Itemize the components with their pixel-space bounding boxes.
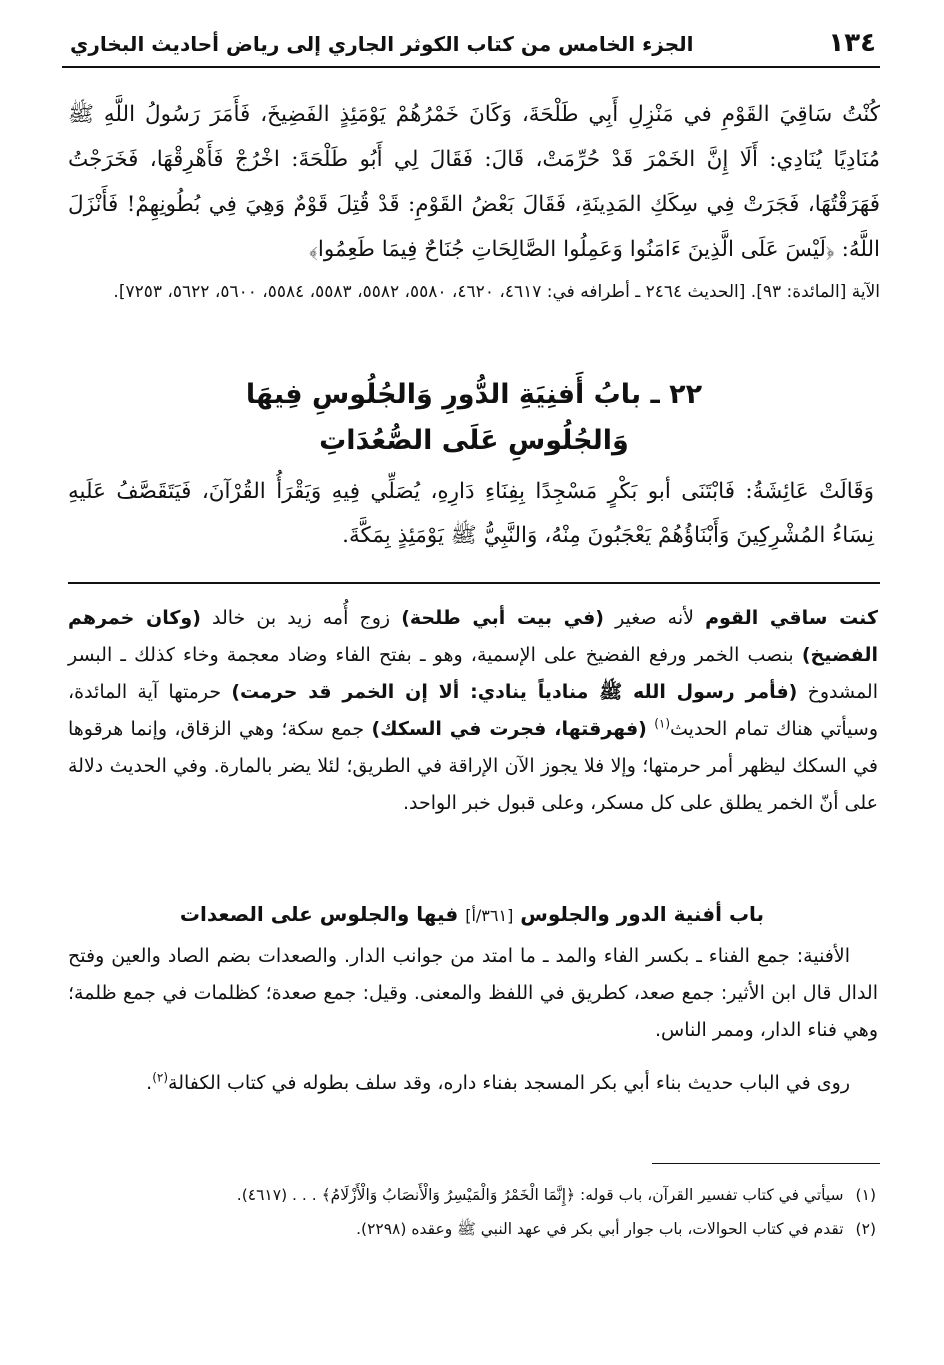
commentary-paragraph-3 (68, 1065, 878, 1102)
hadith-text: كُنْتُ سَاقِيَ القَوْمِ في مَنْزِلِ أَبِي طَلْحَةَ، وَكَانَ خَمْرُهُمْ يَوْمَئِذٍ الفَضِيخَ، فَأَمَرَ رَسُولُ اللَّهِ ﷺ مُنَادِيًا يُنَادِي: أَلَا إِنَّ الخَمْرَ قَدْ حُرِّمَتْ، قَالَ: فَقَالَ لِي أَبُو طَلْحَةَ: اخْرُجْ فَأَهْرِقْهَا، فَخَرَجْتُ فَهَرَقْتُهَا، فَجَرَتْ فِي سِكَكِ المَدِينَةِ، فَقَالَ بَعْضُ القَوْمِ: قَدْ قُتِلَ قَوْمٌ وَهِيَ فِي بُطُونِهِمْ! فَأَنْزَلَ اللَّهُ: ﴿لَيْسَ عَلَى الَّذِينَ ءَامَنُوا وَعَمِلُوا الصَّالِحَاتِ جُنَاحٌ فِيمَا طَعِمُوا﴾ (68, 102, 880, 262)
footnote-text: سيأتي في كتاب تفسير القرآن، باب قوله: ﴿إِنَّمَا الْخَمْرُ وَالْمَيْسِرُ وَالْأَنصَابُ وَالْأَزْلَامُ﴾ . . . (٤٦١٧). (236, 1186, 844, 1204)
commentary-lemma: كنت ساقي القوم (705, 607, 878, 629)
footnote-1 (68, 1178, 876, 1212)
footnote-marker-2: (٢) (152, 1070, 169, 1085)
commentary-text: حرمتها آية المائدة، وسيأتي هناك تمام الحديث (68, 681, 878, 740)
commentary-lemma: (فأمر رسول الله ﷺ منادياً ينادي: ألا إن الخمر قد حرمت) (231, 681, 798, 703)
footnote-number: (٢) (855, 1220, 876, 1238)
footnote-2 (68, 1212, 876, 1246)
commentary-lemma: (في بيت أبي طلحة) (401, 607, 604, 629)
chapter-text-block (68, 470, 874, 558)
commentary-lemma: (فهرقتها، فجرت في السكك) (371, 718, 647, 740)
footnote-marker-1: (١) (654, 716, 671, 731)
commentary-paragraph-2: الأفنية: جمع الفناء ـ بكسر الفاء والمد ـ ما امتد من جوانب الدار. والصعدات بضم الصاد والعين وفتح الدال قال ابن الأثير: جمع صعد، كطريق في اللفظ والمعنى. وقيل: جمع صعدة؛ كظلمات في جمع ظلمة؛ وهي فناء الدار، وممر الناس. (68, 945, 878, 1041)
commentary-block-2 (68, 938, 878, 1102)
chapter-heading-line-1: ٢٢ ـ بابُ أَفنِيَةِ الدُّورِ وَالجُلُوسِ فِيهَا (245, 379, 703, 410)
commentary-text: . (146, 1072, 153, 1094)
footnote-number: (١) (855, 1186, 876, 1204)
running-header (62, 22, 880, 68)
commentary-text: جمع سكة؛ وهي الزقاق، وإنما هرقوها في السكك ليظهر أمر حرمتها؛ وإلا فلا يجوز الآن الإراقة في الطريق؛ لئلا يضر بالمارة. وفي الحديث دلالة على أنّ الخمر يطلق على كل مسكر، وعلى قبول خبر الواحد. (68, 718, 878, 814)
sub-heading-part-1: باب أفنية الدور والجلوس (520, 902, 765, 926)
chapter-text: وَقَالَتْ عَائِشَةُ: فَابْتَنَى أبو بَكْرٍ مَسْجِدًا بِفِنَاءِ دَارِهِ، يُصَلِّي فِيهِ وَيَقْرَأُ القُرْآنَ، فَيَتَقَصَّفُ عَلَيهِ نِسَاءُ المُشْرِكِينَ وَأَبْنَاؤُهُمْ يَعْجَبُونَ مِنْهُ، وَالنَّبِيُّ ﷺ يَوْمَئِذٍ بِمَكَّةَ. (68, 479, 874, 548)
commentary-paragraph (68, 600, 878, 822)
running-title: الجزء الخامس من كتاب الكوثر الجاري إلى رياض أحاديث البخاري (70, 32, 694, 56)
commentary-text: لأنه صغير (603, 607, 706, 629)
footnote-rule (652, 1163, 880, 1164)
volume-reference: [٣٦١/أ] (465, 906, 514, 925)
commentary-lemma: (وكان خمرهم الفضيخ) (68, 607, 878, 666)
footnotes (68, 1178, 876, 1246)
commentary-text: زوج أُمه زيد بن خالد (200, 607, 402, 629)
chapter-heading-line-2: وَالجُلُوسِ عَلَى الصُّعُدَاتِ (319, 425, 629, 456)
commentary-sub-heading (68, 896, 876, 934)
commentary-text: بنصب الخمر ورفع الفضيخ على الإسمية، وهو ـ بفتح الفاء وضاد معجمة وخاء كذلك ـ البسر المشدوخ (68, 644, 879, 703)
sub-heading-part-2: فيها والجلوس على الصعدات (179, 902, 459, 926)
footnote-text: تقدم في كتاب الحوالات، باب جوار أبي بكر في عهد النبي ﷺ وعقده (٢٢٩٨). (356, 1220, 844, 1238)
page-number: ١٣٤ (828, 28, 876, 58)
hadith-reference: الآية [المائدة: ٩٣]. [الحديث ٢٤٦٤ ـ أطرافه في: ٤٦١٧، ٤٦٢٠، ٥٥٨٠، ٥٥٨٢، ٥٥٨٣، ٥٥٨٤، ٥٦٠٠، ٥٦٢٢، ٧٢٥٣]. (113, 282, 880, 302)
commentary-block (68, 600, 878, 822)
chapter-heading (68, 372, 880, 464)
hadith-text-block (68, 92, 880, 312)
text-commentary-separator (68, 582, 880, 584)
commentary-text: روى في الباب حديث بناء أبي بكر المسجد بفناء داره، وقد سلف بطوله في كتاب الكفالة (168, 1072, 850, 1094)
